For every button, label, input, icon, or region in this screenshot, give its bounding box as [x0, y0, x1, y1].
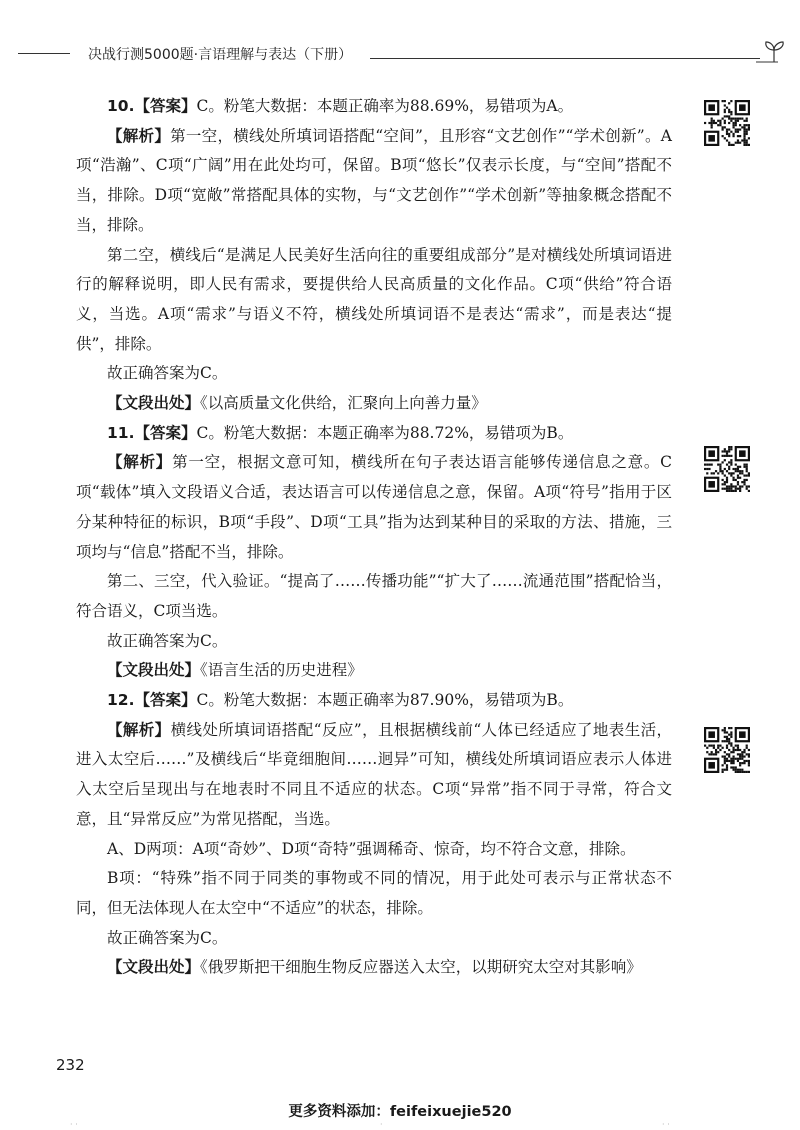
- source-text: 《俄罗斯把干细胞生物反应器送入太空，以期研究太空对其影响》: [200, 958, 642, 977]
- answer-explanations: [76, 92, 672, 983]
- analysis-text: 第一空，根据文意可知，横线所在句子表达语言能够传递信息之意。C项“载体”填入文段语义合适，表达语言可以传递信息之意，保留。A项“符号”指用于区分某种特征的标识，B项“手段”、D项“工具”指为达到某种目的采取的方法、措施，三项均与“信息”搭配不当，排除。: [76, 453, 672, 561]
- page-number: 232: [56, 1056, 85, 1074]
- q11-analysis-blank23: [76, 567, 672, 626]
- header-rule-left: [18, 53, 70, 54]
- analysis-text: A、D两项：A项“奇妙”、D项“奇特”强调稀奇、惊奇，均不符合文意，排除。: [107, 839, 636, 858]
- header-title: 决战行测5000题·言语理解与表达（下册）: [88, 47, 353, 63]
- q11-conclusion: [76, 627, 672, 657]
- answer-text: C。粉笔大数据：本题正确率为88.69%，易错项为A。: [196, 97, 574, 115]
- analysis-text: B项：“特殊”指不同于同类的事物或不同的情况，用于此处可表示与正常状态不同，但无法体现人在太空中“不适应”的状态，排除。: [76, 869, 672, 917]
- q12-conclusion: [76, 924, 672, 954]
- source-label: 【文段出处】: [107, 661, 201, 680]
- q11-source: [76, 656, 672, 686]
- q12-analysis: [76, 716, 672, 835]
- analysis-text: 横线处所填词语搭配“反应”，且根据横线前“人体已经适应了地表生活，进入太空后……”及横线后“毕竟细胞间……迥异”可知，横线处所填词语应表示人体进入太空后呈现出与在地表时不同且不适应的状态。C项“异常”指不同于寻常，符合文意，且“异常反应”为常见搭配，当选。: [76, 720, 672, 828]
- q12-analysis-b: [76, 864, 672, 923]
- footer-note: 更多资料添加：feifeixuejie520: [288, 1104, 512, 1120]
- scan-speck: ·: [380, 1120, 383, 1129]
- answer-text: C。粉笔大数据：本题正确率为87.90%，易错项为B。: [196, 691, 574, 710]
- q12-answer: [76, 686, 672, 716]
- q12-analysis-ad: [76, 835, 672, 865]
- analysis-label: 【解析】: [107, 126, 171, 145]
- analysis-text: 第二空，横线后“是满足人民美好生活向往的重要组成部分”是对横线处所填词语进行的解释说明，即人民有需求，要提供给人民高质量的文化作品。C项“供给”符合语义，当选。A项“需求”与语义不符，横线处所填词语不是表达“需求”，而是表达“提供”，排除。: [76, 245, 672, 353]
- q10-analysis-blank2: [76, 241, 672, 360]
- q10-source: [76, 389, 672, 419]
- source-text: 《语言生活的历史进程》: [200, 661, 363, 680]
- answer-label: 11.【答案】: [107, 423, 197, 442]
- q12-source: [76, 953, 672, 983]
- answer-label: 10.【答案】: [107, 97, 197, 115]
- analysis-label: 【解析】: [107, 453, 173, 472]
- header-rule-right: [370, 58, 760, 59]
- q11-answer: [76, 419, 672, 449]
- qr-code-icon[interactable]: [704, 446, 750, 492]
- qr-code-icon[interactable]: [704, 100, 750, 146]
- conclusion-text: 故正确答案为C。: [107, 631, 228, 650]
- analysis-text: 第一空，横线处所填词语搭配“空间”，且形容“文艺创作”“学术创新”。A项“浩瀚”、C项“广阔”用在此处均可，保留。B项“悠长”仅表示长度，与“空间”搭配不当，排除。D项“宽敞”常搭配具体的实物，与“文艺创作”“学术创新”等抽象概念搭配不当，排除。: [76, 126, 672, 234]
- source-label: 【文段出处】: [107, 394, 201, 413]
- analysis-label: 【解析】: [107, 720, 171, 739]
- source-label: 【文段出处】: [107, 958, 201, 977]
- q10-analysis: [76, 122, 672, 241]
- scan-speck: · ·: [70, 1120, 78, 1129]
- running-header: [18, 40, 788, 68]
- scan-speck: · ·: [662, 1120, 670, 1129]
- sprout-icon: [752, 40, 788, 64]
- qr-code-icon[interactable]: [704, 727, 750, 773]
- q10-answer: [76, 92, 672, 122]
- q10-conclusion: [76, 359, 672, 389]
- source-text: 《以高质量文化供给，汇聚向上向善力量》: [200, 394, 487, 413]
- answer-text: C。粉笔大数据：本题正确率为88.72%，易错项为B。: [196, 423, 574, 442]
- answer-label: 12.【答案】: [107, 691, 197, 710]
- analysis-text: 第二、三空，代入验证。“提高了……传播功能”“扩大了……流通范围”搭配恰当，符合语义，C项当选。: [76, 572, 672, 620]
- conclusion-text: 故正确答案为C。: [107, 364, 228, 383]
- conclusion-text: 故正确答案为C。: [107, 928, 228, 947]
- q11-analysis: [76, 448, 672, 567]
